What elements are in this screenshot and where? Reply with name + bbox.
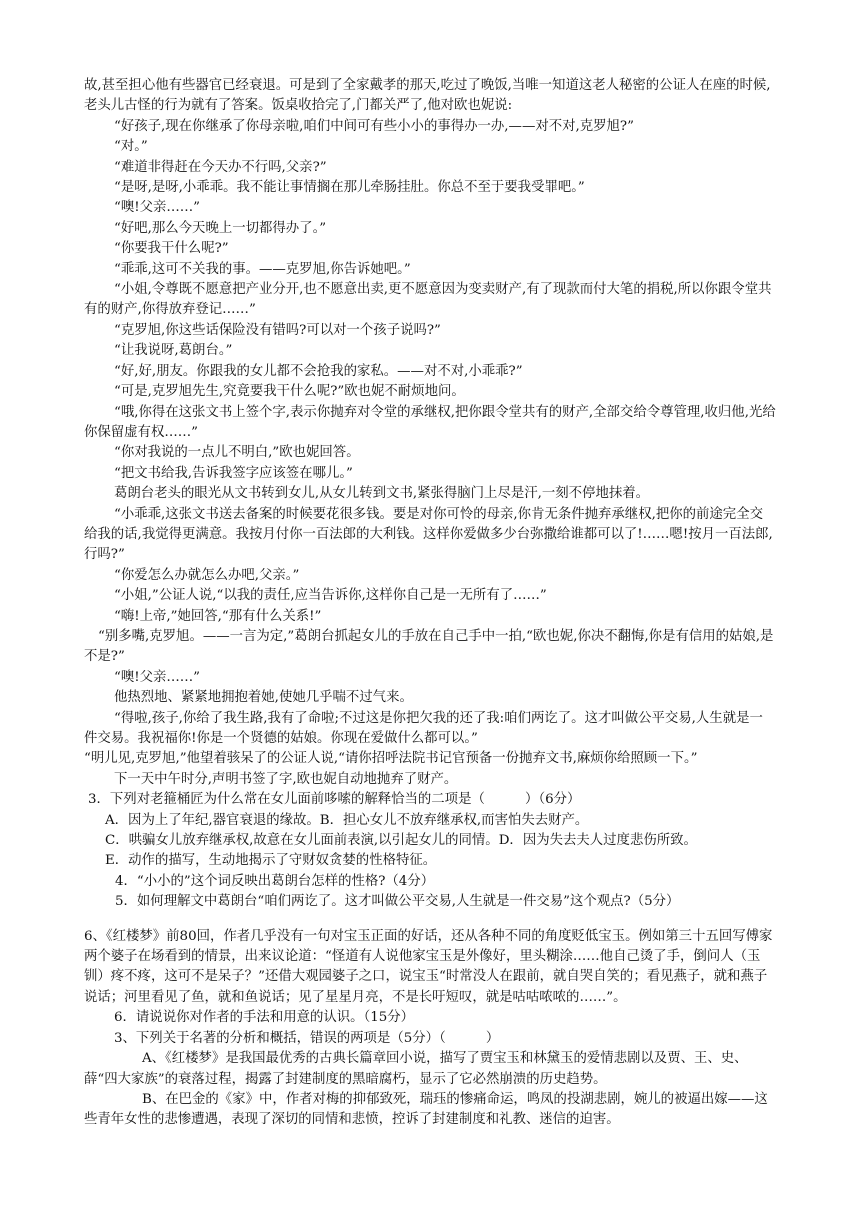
option-line: C．哄骗女儿放弃继承权,故意在女儿面前表演,以引起女儿的同情。D．因为失去夫人过度悲伤所致。 — [105, 833, 697, 849]
option-a: A、《红楼梦》是我国最优秀的古典长篇章回小说，描写了贾宝玉和林黛玉的爱情悲剧以及贾、王、史、薛“四大家族”的衰落过程，揭露了封建制度的黑暗腐朽，显示了它必然崩溃的历史趋势。 — [84, 1051, 748, 1087]
narration-line: 葛朗台老头的眼光从文书转到女儿,从女儿转到文书,紧张得脑门上尽是汗,一刻不停地抹着。 — [114, 486, 650, 502]
dialogue-line: “噢!父亲……” — [114, 669, 201, 685]
dialogue-line: “噢!父亲……” — [114, 200, 201, 216]
dialogue-line: “好,好,朋友。你跟我的女儿都不会抢我的家私。——对不对,小乖乖?” — [114, 363, 523, 379]
dialogue-line: “明儿见,克罗旭,”他望着骇呆了的公证人说,“请你招呼法院书记官预备一份抛弃文书,麻烦你给照顾一下。” — [84, 751, 698, 767]
dialogue-line: “是呀,是呀,小乖乖。我不能让事情搁在那儿牵肠挂肚。你总不至于要我受罪吧。” — [114, 180, 585, 196]
narration-line: 下一天中午时分,声明书签了字,欧也妮自动地抛弃了财产。 — [114, 771, 458, 787]
option-b: B、在巴金的《家》中，作者对梅的抑郁致死，瑞珏的惨痛命运，鸣凤的投湖悲剧，婉儿的被逼出嫁——这些青年女性的悲惨遭遇，表现了深切的同情和悲愤，控诉了封建制度和礼教、迷信的迫害。 — [84, 1091, 768, 1128]
question-3: 3．下列对老箍桶匠为什么常在女儿面前哆嗦的解释恰当的二项是（ ）（6分） — [88, 792, 581, 808]
dialogue-line: “克罗旭,你这些话保险没有错吗?可以对一个孩子说吗?” — [114, 322, 441, 338]
paragraph: 故,甚至担心他有些器官已经衰退。可是到了全家戴孝的那天,吃过了晚饭,当唯一知道这老人秘密的公证人在座的时候,老头儿古怪的行为就有了答案。饭桌收拾完了,门都关严了,他对欧也妮说: — [84, 78, 771, 114]
dialogue-line: “乖乖,这可不关我的事。——克罗旭,你告诉她吧。” — [114, 261, 411, 277]
question-4: 4．“小小的”这个词反映出葛朗台怎样的性格?（4分） — [115, 873, 435, 889]
dialogue-line: “小姐,令尊既不愿意把产业分开,也不愿意出卖,更不愿意因为变卖财产,有了现款而付大笔的捐税,所以你跟令堂共有的财产,你得放弃登记……” — [84, 282, 772, 318]
question-6: 6．请说说你对作者的手法和用意的认识。（15分） — [114, 1010, 415, 1026]
narration-line: 他热烈地、紧紧地拥抱着她,使她几乎喘不过气来。 — [114, 690, 413, 706]
dialogue-line: “别多嘴,克罗旭。——一言为定,”葛朗台抓起女儿的手放在自己手中一拍,“欧也妮,你决不翻悔,你是有信用的姑娘,是不是?” — [84, 628, 774, 665]
question-5: 5．如何理解文中葛朗台“咱们两讫了。这才叫做公平交易,人生就是一件交易”这个观点?（5分） — [115, 894, 680, 910]
dialogue-line: “让我说呀,葛朗台。” — [114, 343, 233, 359]
dialogue-line: “你对我说的一点儿不明白,”欧也妮回答。 — [114, 445, 360, 461]
paragraph-hongloumeng: 6、《红楼梦》前80回，作者几乎没有一句对宝玉正面的好话，还从各种不同的角度贬低宝玉。例如第三十五回写傅家两个婆子在场看到的情景，出来议论道：“怪道有人说他家宝玉是外像好，里头糊涂……他自己烫了手，倒问人（玉钏）疼不疼，这可不是呆子？”还借大观园婆子之口，说宝玉“时常没人在跟前，就自哭自笑的；看见燕子，就和燕子说话；河里看见了鱼，就和鱼说话；见了星星月亮，不是长吁短叹，就是咕咕哝哝的……”。 — [84, 928, 773, 1005]
dialogue-line: “好吧,那么今天晚上一切都得办了。” — [114, 220, 327, 236]
dialogue-line: “小乖乖,这张文书送去备案的时候要花很多钱。要是对你可怜的母亲,你肯无条件抛弃承继权,把你的前途完全交给我的话,我觉得更满意。我按月付你一百法郎的大利钱。这样你爱做多少台弥撒给谁都可以了!……嗯!按月一百法郎,行吗?” — [84, 506, 773, 563]
dialogue-line: “你要我干什么呢?” — [114, 241, 229, 257]
question-3-mingzhu: 3、下列关于名著的分析和概括，错误的两项是（5分）（ ） — [114, 1030, 500, 1046]
dialogue-line: “小姐,”公证人说,“以我的责任,应当告诉你,这样你自己是一无所有了……” — [114, 588, 547, 604]
dialogue-line: “哦,你得在这张文书上签个字,表示你抛弃对令堂的承继权,把你跟令堂共有的财产,全部交给令尊管理,收归他,光给你保留虚有权……” — [84, 404, 776, 440]
dialogue-line: “好孩子,现在你继承了你母亲啦,咱们中间可有些小小的事得办一办,——对不对,克罗旭?” — [114, 118, 634, 134]
dialogue-line: “得啦,孩子,你给了我生路,我有了命啦;不过这是你把欠我的还了我:咱们两讫了。这才叫做公平交易,人生就是一件交易。我祝福你!你是一个贤德的姑娘。你现在爱做什么都可以。” — [84, 710, 763, 746]
dialogue-line: “对。” — [114, 139, 148, 155]
dialogue-line: “你爱怎么办就怎么办吧,父亲。” — [114, 567, 300, 583]
dialogue-line: “嗨!上帝,”她回答,“那有什么关系!” — [114, 608, 322, 624]
option-line: E．动作的描写，生动地揭示了守财奴贪婪的性格特征。 — [105, 853, 437, 869]
dialogue-line: “可是,克罗旭先生,究竟要我干什么呢?”欧也妮不耐烦地问。 — [114, 384, 465, 400]
dialogue-line: “把文书给我,告诉我签字应该签在哪儿。” — [114, 465, 353, 481]
option-line: A．因为上了年纪,器官衰退的缘故。B．担心女儿不放弃继承权,而害怕失去财产。 — [105, 812, 589, 828]
dialogue-line: “难道非得赶在今天办不行吗,父亲?” — [114, 159, 327, 175]
